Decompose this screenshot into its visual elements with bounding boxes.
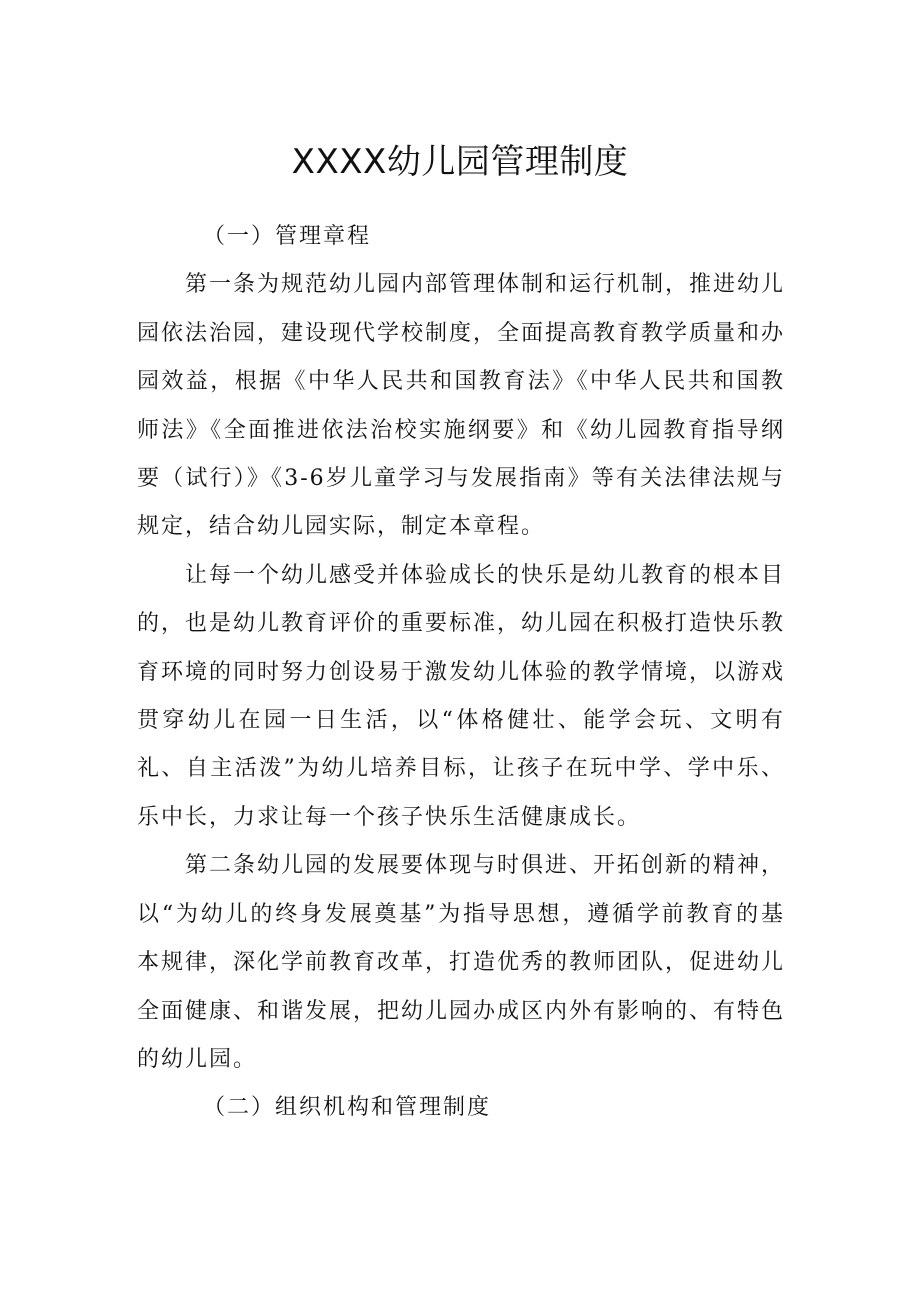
section-heading-2: （二）组织机构和管理制度 xyxy=(203,1095,492,1121)
document-body xyxy=(137,213,785,1133)
paragraph-article-1: 第一条为规范幼儿园内部管理体制和运行机制，推进幼儿园依法治园，建设现代学校制度，全面提高教育教学质量和办园效益，根据《中华人民共和国教育法》《中华人民共和国教师法》《全面推进依法治校实施纲要》和《幼儿园教育指导纲要（试行）》《3-6岁儿童学习与发展指南》等有关法律法规与规定，结合幼儿园实际，制定本章程。 xyxy=(137,272,786,540)
paragraph-goal: 让每一个幼儿感受并体验成长的快乐是幼儿教育的根本目的，也是幼儿教育评价的重要标准，幼儿园在积极打造快乐教育环境的同时努力创设易于激发幼儿体验的教学情境，以游戏贯穿幼儿在园一日生活，以“体格健壮、能学会玩、文明有礼、自主活泼”为幼儿培养目标，让孩子在玩中学、学中乐、乐中长，力求让每一个孩子快乐生活健康成长。 xyxy=(137,562,786,830)
paragraph-article-2: 第二条幼儿园的发展要体现与时俱进、开拓创新的精神，以“为幼儿的终身发展奠基”为指导思想，遵循学前教育的基本规律，深化学前教育改革，打造优秀的教师团队，促进幼儿全面健康、和谐发展，把幼儿园办成区内外有影响的、有特色的幼儿园。 xyxy=(137,853,786,1072)
section-heading-1: （一）管理章程 xyxy=(203,224,372,249)
document-title: XXXX幼儿园管理制度 xyxy=(291,142,629,182)
